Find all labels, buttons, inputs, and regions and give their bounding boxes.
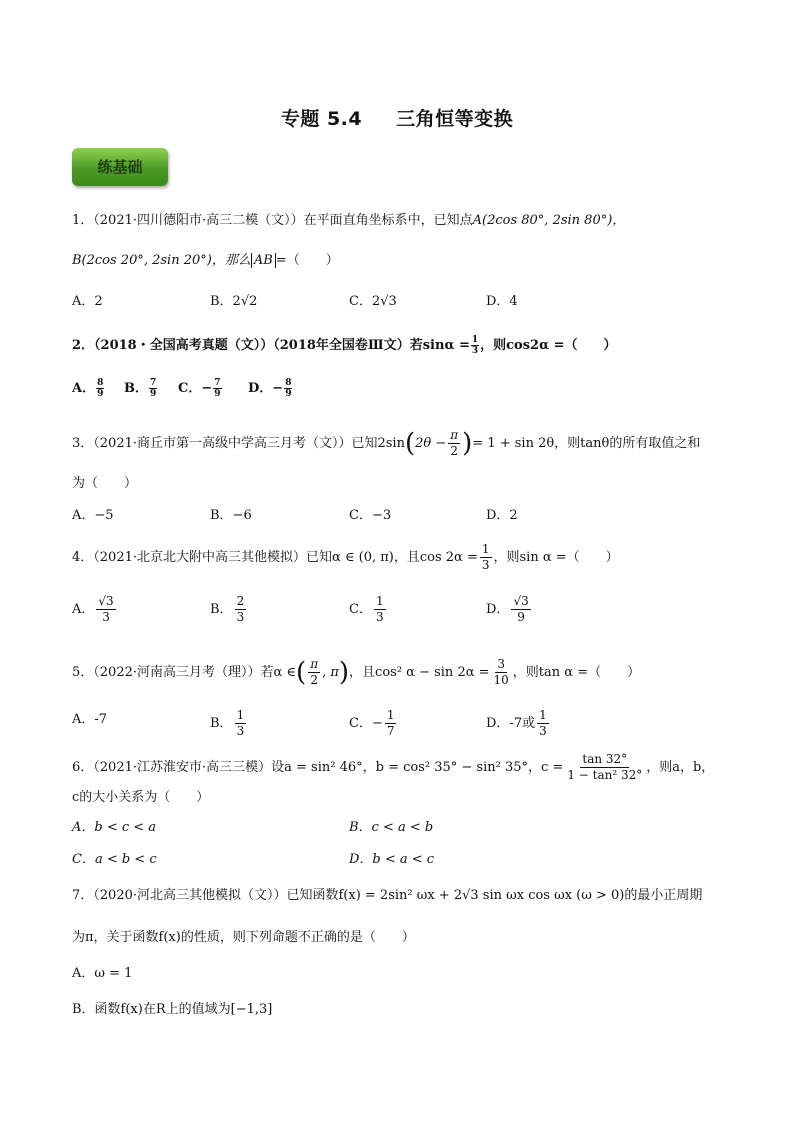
q5-option-b[interactable]: B． $\frac{1}{3}$ bbox=[210, 708, 245, 738]
question-7-line-1: 7．（2020·河北高三其他模拟（文））已知函数f(x) = 2sin² ωx + 2√3 sin ωx cos ωx (ω > 0)的最小正周期 bbox=[72, 888, 703, 903]
q7-option-b[interactable]: B．函数f(x)在R上的值域为[−1,3] bbox=[72, 1002, 273, 1017]
point-a: A(2cos 80°, 2sin 80°)， bbox=[472, 213, 626, 228]
q5-option-d[interactable]: D．-7或 $\frac{1}{3}$ bbox=[486, 708, 547, 738]
abs-ab: AB bbox=[251, 253, 276, 268]
page-title bbox=[0, 104, 794, 131]
q7-option-a[interactable]: A．ω = 1 bbox=[72, 966, 133, 981]
q1-option-d[interactable]: D．4 bbox=[486, 294, 518, 309]
q3-option-a[interactable]: A．−5 bbox=[72, 508, 114, 523]
q4-option-b[interactable]: B． $\frac{2}{3}$ bbox=[210, 594, 245, 624]
q1-option-c[interactable]: C．2√3 bbox=[349, 294, 397, 309]
section-badge: 练基础 bbox=[72, 148, 168, 186]
q3-option-b[interactable]: B．−6 bbox=[210, 508, 252, 523]
q4-option-c[interactable]: C． $\frac{1}{3}$ bbox=[349, 594, 384, 624]
question-6-line-2: c的大小关系为（ ） bbox=[72, 790, 210, 805]
question-3-line-2: 为（ ） bbox=[72, 476, 138, 491]
q2-option-b[interactable]: B． $\frac{7}{9}$ bbox=[124, 378, 157, 399]
q4-option-a[interactable]: A． $\frac{√3}{3}$ bbox=[72, 594, 114, 624]
title-main: 专题 5.4 bbox=[280, 108, 363, 130]
question-4-line: 4．（2021·北京北大附中高三其他模拟）已知α ∈ (0, π)，且cos 2α = $\frac{1}{3}$ ，则sin α =（ ） bbox=[72, 542, 619, 572]
q1-option-a[interactable]: A．2 bbox=[72, 294, 103, 309]
q2-option-c[interactable]: C．− $\frac{7}{9}$ bbox=[178, 378, 221, 399]
q6-option-a[interactable]: A．b < c < a bbox=[72, 820, 157, 835]
question-5-line: 5．（2022·河南高三月考（理））若α ∈( $\frac{\pi}{2}$ , π)，且cos² α − sin 2α = $\frac{3}{10}$ ，则tan α =（ ） bbox=[72, 657, 641, 688]
q3-option-c[interactable]: C．−3 bbox=[349, 508, 392, 523]
question-7-line-2: 为π，关于函数f(x)的性质，则下列命题不正确的是（ ） bbox=[72, 930, 415, 945]
question-2-line: 2．（2018・全国高考真题（文））（2018年全国卷Ⅲ文）若sinα = $\frac{1}{3}$ ，则cos2α =（ ） bbox=[72, 335, 617, 356]
title-sub: 三角恒等变换 bbox=[396, 108, 514, 130]
q4-option-d[interactable]: D． $\frac{√3}{9}$ bbox=[486, 594, 529, 624]
q1-option-b[interactable]: B．2√2 bbox=[210, 294, 258, 309]
q2-option-d[interactable]: D．− $\frac{8}{9}$ bbox=[248, 378, 292, 399]
question-1-line-1: 1．（2021·四川德阳市·高三二模（文））在平面直角坐标系中，已知点A(2cos 80°, 2sin 80°)， bbox=[72, 213, 626, 228]
q5-option-a[interactable]: A．-7 bbox=[72, 712, 108, 727]
q5-option-c[interactable]: C．− $\frac{1}{7}$ bbox=[349, 708, 395, 738]
point-b: B(2cos 20°, 2sin 20°)，那么 bbox=[72, 253, 251, 268]
q3-option-d[interactable]: D．2 bbox=[486, 508, 518, 523]
q6-option-b[interactable]: B．c < a < b bbox=[349, 820, 434, 835]
q2-option-a[interactable]: A． $\frac{8}{9}$ bbox=[72, 378, 104, 399]
question-1-line-2: B(2cos 20°, 2sin 20°)，那么 AB =（ ） bbox=[72, 253, 339, 268]
question-3-line-1: 3．（2021·商丘市第一高级中学高三月考（文））已知2sin(2θ − $\frac{\pi}{2}$ )= 1 + sin 2θ，则tanθ的所有取值之和 bbox=[72, 428, 701, 459]
q6-option-d[interactable]: D．b < a < c bbox=[349, 852, 435, 867]
question-6-line-1: 6．（2021·江苏淮安市·高三三模）设a = sin² 46°，b = cos² 35° − sin² 35°，c = $\frac{\tan 32^\circ}{\text{1 − tan² 32°}}$ ，则a，b， bbox=[72, 752, 715, 782]
q6-option-c[interactable]: C．a < b < c bbox=[72, 852, 157, 867]
